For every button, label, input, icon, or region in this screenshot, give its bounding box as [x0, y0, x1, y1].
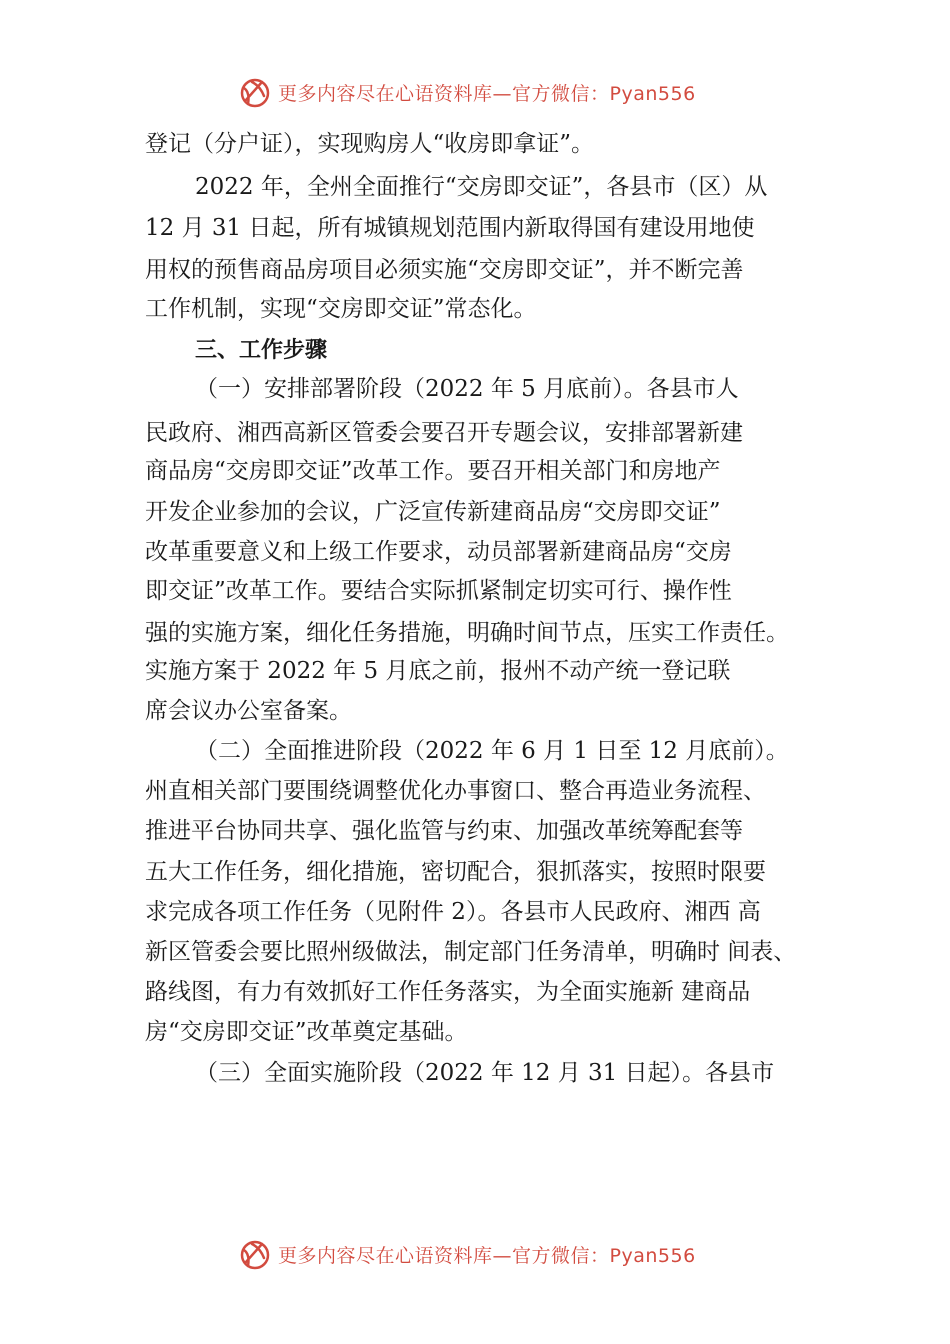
- bottom-watermark-banner: [0, 1234, 950, 1274]
- paragraph-line: 路线图，有力有效抓好工作任务落实，为全面实施新 建商品: [145, 979, 751, 1005]
- paragraph-line: 用权的预售商品房项目必须实施“交房即交证”，并不断完善: [145, 257, 744, 283]
- paragraph-line: 开发企业参加的会议，广泛宣传新建商品房“交房即交证”: [145, 499, 721, 525]
- watermark-text: 更多内容尽在心语资料库—官方微信：Pyan556: [278, 83, 696, 105]
- paragraph-line: 改革重要意义和上级工作要求，动员部署新建商品房“交房: [145, 539, 732, 565]
- paragraph-line: 12 月 31 日起，所有城镇规划范围内新取得国有建设用地使: [145, 215, 755, 241]
- paragraph-line: 强的实施方案，细化任务措施，明确时间节点，压实工作责任。: [145, 620, 789, 646]
- paragraph-line: 推进平台协同共享、强化监管与约束、加强改革统筹配套等: [145, 818, 743, 844]
- paragraph-line: （三）全面实施阶段（2022 年 12 月 31 日起）。各县市: [195, 1060, 775, 1086]
- paragraph-line: 民政府、湘西高新区管委会要召开专题会议，安排部署新建: [145, 420, 743, 446]
- paragraph-line: 新区管委会要比照州级做法，制定部门任务清单，明确时 间表、: [145, 939, 797, 965]
- paragraph-line: （二）全面推进阶段（2022 年 6 月 1 日至 12 月底前）。: [195, 738, 789, 764]
- paragraph-line: （一）安排部署阶段（2022 年 5 月底前）。各县市人: [195, 376, 739, 402]
- watermark-text: 更多内容尽在心语资料库—官方微信：Pyan556: [278, 1245, 696, 1267]
- paragraph-line: 五大工作任务，细化措施，密切配合，狠抓落实，按照时限要: [145, 859, 766, 885]
- paragraph-line: 商品房“交房即交证”改革工作。要召开相关部门和房地产: [145, 458, 721, 484]
- paragraph-line: 州直相关部门要围绕调整优化办事窗口、整合再造业务流程、: [145, 778, 766, 804]
- paragraph-line: 登记（分户证），实现购房人“收房即拿证”。: [145, 131, 595, 157]
- paragraph-line: 即交证”改革工作。要结合实际抓紧制定切实可行、操作性: [145, 578, 732, 604]
- paragraph-line: 席会议办公室备案。: [145, 698, 352, 724]
- section-heading: 三、工作步骤: [195, 338, 328, 363]
- top-watermark-banner: [0, 72, 950, 112]
- paragraph-line: 求完成各项工作任务（见附件 2）。各县市人民政府、湘西 高: [145, 899, 761, 925]
- paragraph-line: 实施方案于 2022 年 5 月底之前，报州不动产统一登记联: [145, 658, 731, 684]
- paragraph-line: 工作机制，实现“交房即交证”常态化。: [145, 296, 537, 322]
- paragraph-line: 房“交房即交证”改革奠定基础。: [145, 1019, 468, 1045]
- paragraph-line: 2022 年，全州全面推行“交房即交证”，各县市（区）从: [195, 174, 768, 200]
- watermark-logo-icon: [238, 1236, 272, 1272]
- watermark-logo-icon: [238, 74, 272, 110]
